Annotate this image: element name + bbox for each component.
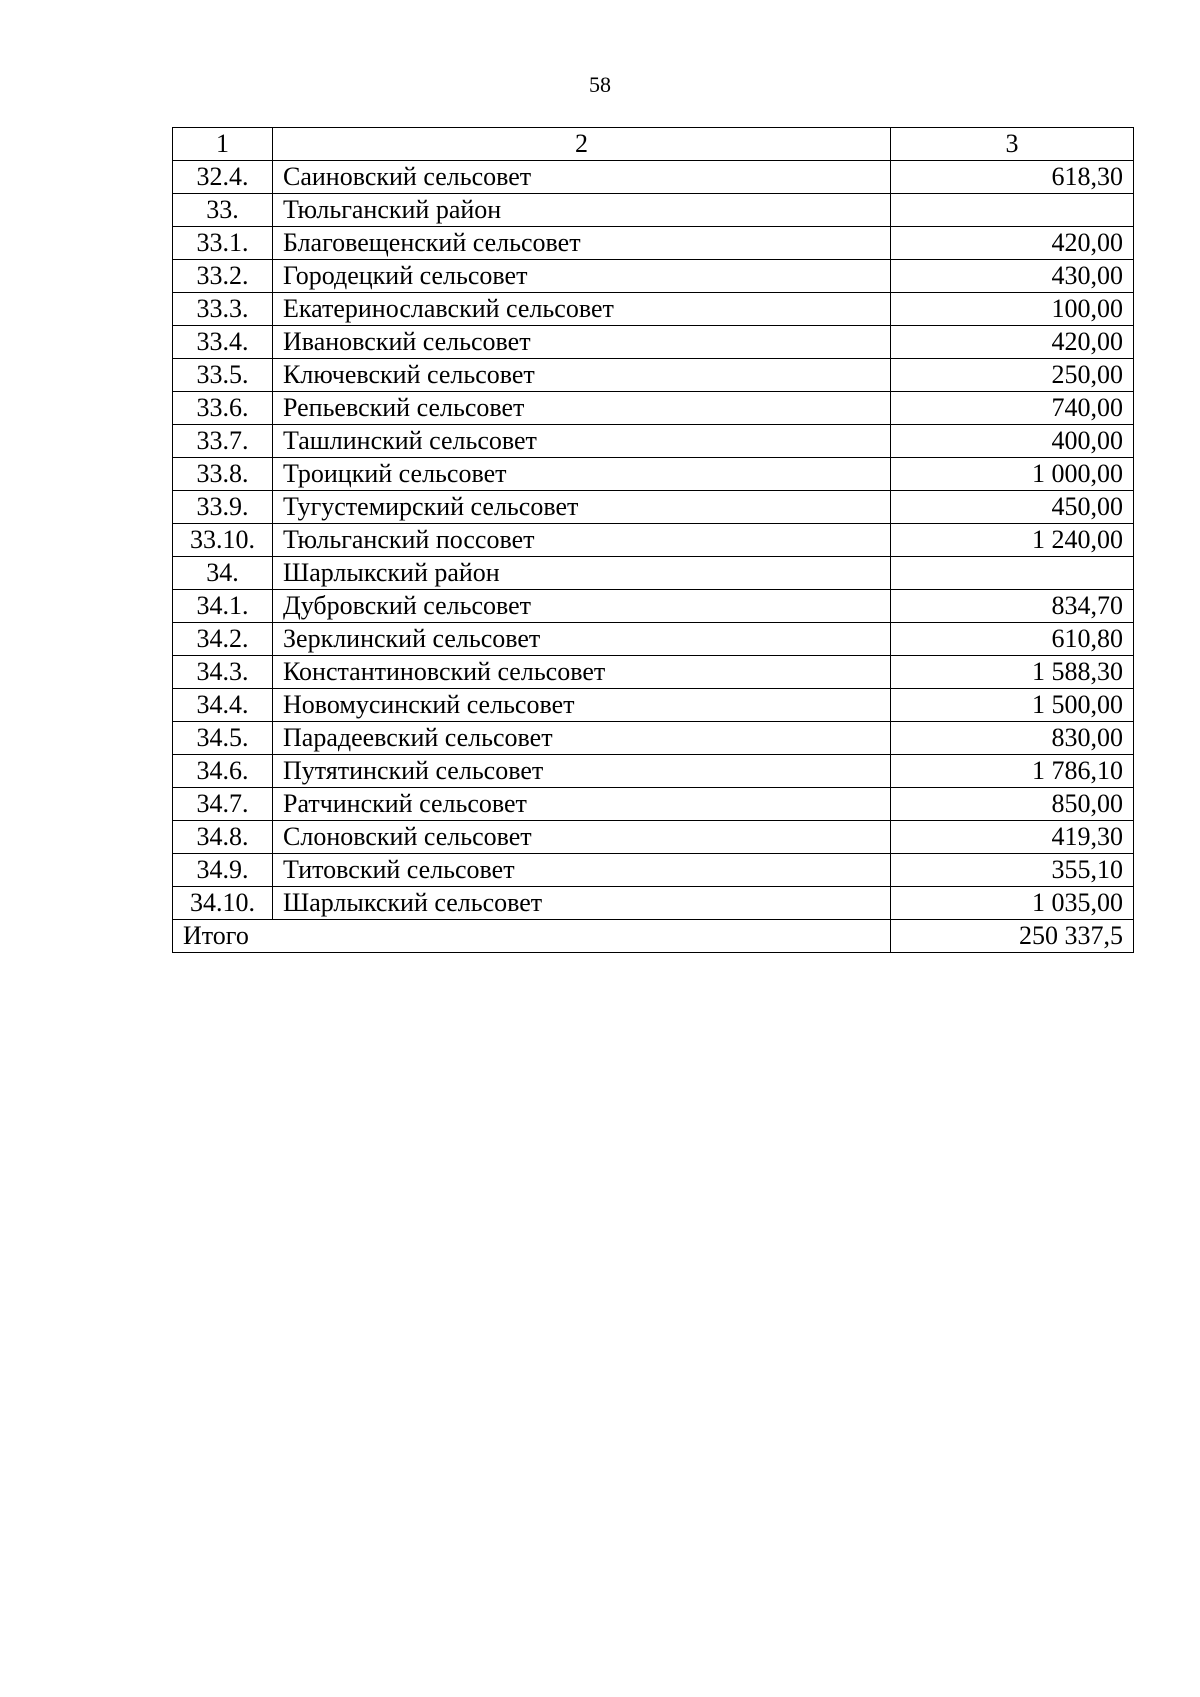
column-header-1: 1 [173,128,273,161]
row-name-cell: Новомусинский сельсовет [273,689,891,722]
row-number-cell: 33.8. [173,458,273,491]
row-value-cell: 355,10 [891,854,1134,887]
table-row [173,557,1134,590]
row-number-cell: 33.7. [173,425,273,458]
row-number-cell: 33.10. [173,524,273,557]
row-name-cell: Парадеевский сельсовет [273,722,891,755]
table-row [173,260,1134,293]
row-name-cell: Троицкий сельсовет [273,458,891,491]
table-row [173,623,1134,656]
row-value-cell [891,557,1134,590]
total-label: Итого [173,920,891,953]
row-number-cell: 34.8. [173,821,273,854]
row-value-cell: 430,00 [891,260,1134,293]
row-value-cell: 419,30 [891,821,1134,854]
table-row [173,755,1134,788]
row-name-cell: Тугустемирский сельсовет [273,491,891,524]
row-value-cell: 618,30 [891,161,1134,194]
page-number: 58 [589,72,611,97]
row-value-cell: 250,00 [891,359,1134,392]
row-name-cell: Репьевский сельсовет [273,392,891,425]
row-value-cell: 1 035,00 [891,887,1134,920]
table-row [173,194,1134,227]
row-number-cell: 34. [173,557,273,590]
row-value-cell: 830,00 [891,722,1134,755]
table-row [173,458,1134,491]
column-header-3: 3 [891,128,1134,161]
data-table [172,127,1134,953]
row-number-cell: 33.6. [173,392,273,425]
row-name-cell: Шарлыкский сельсовет [273,887,891,920]
table-row [173,524,1134,557]
row-value-cell: 1 000,00 [891,458,1134,491]
row-name-cell: Саиновский сельсовет [273,161,891,194]
row-number-cell: 33.9. [173,491,273,524]
table-row [173,821,1134,854]
row-name-cell: Шарлыкский район [273,557,891,590]
row-value-cell: 450,00 [891,491,1134,524]
table-row [173,425,1134,458]
row-value-cell: 400,00 [891,425,1134,458]
row-number-cell: 34.9. [173,854,273,887]
row-number-cell: 33.2. [173,260,273,293]
table-row [173,656,1134,689]
table-row [173,887,1134,920]
row-value-cell: 1 786,10 [891,755,1134,788]
row-name-cell: Ключевский сельсовет [273,359,891,392]
table-row [173,392,1134,425]
row-value-cell: 1 588,30 [891,656,1134,689]
row-name-cell: Тюльганский район [273,194,891,227]
row-name-cell: Городецкий сельсовет [273,260,891,293]
row-value-cell [891,194,1134,227]
table-row [173,590,1134,623]
table-row [173,722,1134,755]
table-row [173,161,1134,194]
row-number-cell: 34.6. [173,755,273,788]
table-row [173,854,1134,887]
table-row [173,359,1134,392]
table-row [173,788,1134,821]
row-value-cell: 420,00 [891,326,1134,359]
row-name-cell: Ташлинский сельсовет [273,425,891,458]
row-name-cell: Слоновский сельсовет [273,821,891,854]
row-name-cell: Тюльганский поссовет [273,524,891,557]
row-number-cell: 32.4. [173,161,273,194]
row-number-cell: 33.4. [173,326,273,359]
table-body [173,128,1134,953]
table-row [173,326,1134,359]
row-name-cell: Зерклинский сельсовет [273,623,891,656]
row-name-cell: Путятинский сельсовет [273,755,891,788]
table-header-row [173,128,1134,161]
total-value: 250 337,5 [891,920,1134,953]
row-name-cell: Константиновский сельсовет [273,656,891,689]
table-total-row [173,920,1134,953]
row-value-cell: 1 240,00 [891,524,1134,557]
row-name-cell: Ратчинский сельсовет [273,788,891,821]
row-number-cell: 34.2. [173,623,273,656]
table-row [173,227,1134,260]
table-row [173,293,1134,326]
row-name-cell: Титовский сельсовет [273,854,891,887]
row-value-cell: 850,00 [891,788,1134,821]
row-value-cell: 1 500,00 [891,689,1134,722]
row-number-cell: 33. [173,194,273,227]
row-name-cell: Благовещенский сельсовет [273,227,891,260]
row-value-cell: 420,00 [891,227,1134,260]
row-value-cell: 100,00 [891,293,1134,326]
table-row [173,491,1134,524]
row-number-cell: 34.7. [173,788,273,821]
row-number-cell: 34.3. [173,656,273,689]
row-number-cell: 34.4. [173,689,273,722]
row-number-cell: 34.1. [173,590,273,623]
row-name-cell: Ивановский сельсовет [273,326,891,359]
row-number-cell: 33.1. [173,227,273,260]
table-row [173,689,1134,722]
row-number-cell: 34.10. [173,887,273,920]
row-name-cell: Дубровский сельсовет [273,590,891,623]
row-number-cell: 33.3. [173,293,273,326]
row-number-cell: 34.5. [173,722,273,755]
column-header-2: 2 [273,128,891,161]
row-name-cell: Екатеринославский сельсовет [273,293,891,326]
row-value-cell: 740,00 [891,392,1134,425]
row-value-cell: 834,70 [891,590,1134,623]
row-number-cell: 33.5. [173,359,273,392]
row-value-cell: 610,80 [891,623,1134,656]
